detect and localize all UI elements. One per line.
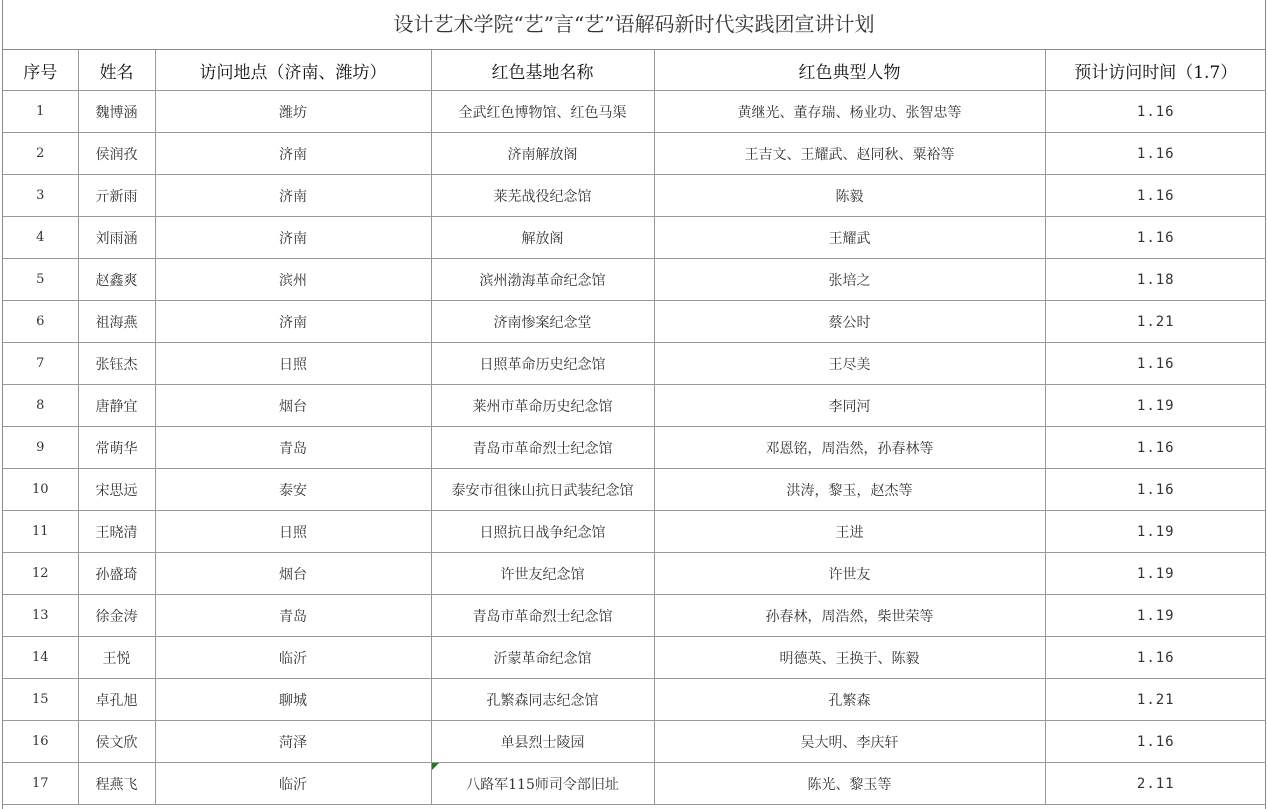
cell-location[interactable]: 青岛 <box>155 595 431 637</box>
table-row <box>3 469 1266 511</box>
cell-index[interactable]: 11 <box>3 511 78 553</box>
cell-figure[interactable]: 吴大明、李庆轩 <box>654 721 1045 763</box>
cell-time[interactable]: 1.19 <box>1045 511 1266 553</box>
table-row <box>3 763 1266 805</box>
cell-location[interactable]: 日照 <box>155 343 431 385</box>
cell-figure[interactable]: 蔡公时 <box>654 301 1045 343</box>
cell-name[interactable]: 孙盛琦 <box>78 553 155 595</box>
cell-name[interactable]: 张钰杰 <box>78 343 155 385</box>
cell-figure[interactable]: 李同河 <box>654 385 1045 427</box>
cell-figure[interactable]: 黄继光、董存瑞、杨业功、张智忠等 <box>654 91 1045 133</box>
cell-time[interactable]: 1.16 <box>1045 637 1266 679</box>
col-base-header[interactable]: 红色基地名称 <box>431 50 654 91</box>
cell-index[interactable]: 16 <box>3 721 78 763</box>
cell-name[interactable]: 程燕飞 <box>78 763 155 805</box>
cell-location[interactable]: 济南 <box>155 217 431 259</box>
cell-figure[interactable]: 邓恩铭，周浩然，孙春林等 <box>654 427 1045 469</box>
cell-time[interactable]: 1.21 <box>1045 679 1266 721</box>
table-row <box>3 679 1266 721</box>
table-row <box>3 175 1266 217</box>
cell-base[interactable]: 解放阁 <box>431 217 654 259</box>
cell-index[interactable]: 7 <box>3 343 78 385</box>
cell-name[interactable]: 亓新雨 <box>78 175 155 217</box>
cell-time[interactable]: 1.16 <box>1045 217 1266 259</box>
cell-figure[interactable]: 洪涛，黎玉，赵杰等 <box>654 469 1045 511</box>
cell-index[interactable]: 5 <box>3 259 78 301</box>
cell-time[interactable]: 1.16 <box>1045 469 1266 511</box>
table-row <box>3 301 1266 343</box>
col-location-header[interactable]: 访问地点（济南、潍坊） <box>155 50 431 91</box>
cell-figure[interactable]: 陈光、黎玉等 <box>654 763 1045 805</box>
table-row <box>3 595 1266 637</box>
cell-location[interactable]: 烟台 <box>155 553 431 595</box>
cell-figure[interactable]: 许世友 <box>654 553 1045 595</box>
cell-location[interactable]: 菏泽 <box>155 721 431 763</box>
cell-index[interactable]: 10 <box>3 469 78 511</box>
cell-base[interactable]: 孔繁森同志纪念馆 <box>431 679 654 721</box>
cell-name[interactable]: 赵鑫爽 <box>78 259 155 301</box>
cell-time[interactable]: 1.21 <box>1045 301 1266 343</box>
cell-location[interactable]: 日照 <box>155 511 431 553</box>
cell-name[interactable]: 侯文欣 <box>78 721 155 763</box>
cell-index[interactable]: 6 <box>3 301 78 343</box>
col-time-header[interactable]: 预计访问时间（1.7） <box>1045 50 1266 91</box>
cell-time[interactable]: 1.16 <box>1045 175 1266 217</box>
cell-base[interactable]: 莱州市革命历史纪念馆 <box>431 385 654 427</box>
sheet-title[interactable]: 设计艺术学院“艺”言“艺”语解码新时代实践团宣讲计划 <box>3 0 1265 50</box>
cell-base-with-comment-marker[interactable]: 八路军115师司令部旧址 <box>431 763 654 805</box>
cell-index[interactable]: 8 <box>3 385 78 427</box>
cell-base[interactable]: 滨州渤海革命纪念馆 <box>431 259 654 301</box>
cell-time[interactable]: 1.16 <box>1045 343 1266 385</box>
cell-time[interactable]: 1.19 <box>1045 595 1266 637</box>
cell-name[interactable]: 侯润孜 <box>78 133 155 175</box>
table-row <box>3 721 1266 763</box>
cell-location[interactable]: 临沂 <box>155 637 431 679</box>
cell-location[interactable]: 济南 <box>155 133 431 175</box>
cell-index[interactable]: 3 <box>3 175 78 217</box>
table-row <box>3 217 1266 259</box>
table-row <box>3 91 1266 133</box>
cell-time[interactable]: 1.18 <box>1045 259 1266 301</box>
cell-index[interactable]: 2 <box>3 133 78 175</box>
cell-index[interactable]: 1 <box>3 91 78 133</box>
cell-location[interactable]: 济南 <box>155 301 431 343</box>
cell-location[interactable]: 聊城 <box>155 679 431 721</box>
cell-location[interactable]: 济南 <box>155 175 431 217</box>
cell-base[interactable]: 青岛市革命烈士纪念馆 <box>431 595 654 637</box>
table-row <box>3 385 1266 427</box>
cell-index[interactable]: 13 <box>3 595 78 637</box>
cell-name[interactable]: 常萌华 <box>78 427 155 469</box>
cell-base[interactable]: 单县烈士陵园 <box>431 721 654 763</box>
table-row <box>3 259 1266 301</box>
col-figure-header[interactable]: 红色典型人物 <box>654 50 1045 91</box>
cell-time[interactable]: 1.16 <box>1045 133 1266 175</box>
cell-figure[interactable]: 王进 <box>654 511 1045 553</box>
plan-table <box>3 50 1266 805</box>
cell-figure[interactable]: 明德英、王换于、陈毅 <box>654 637 1045 679</box>
cell-index[interactable]: 14 <box>3 637 78 679</box>
cell-base[interactable]: 青岛市革命烈士纪念馆 <box>431 427 654 469</box>
cell-base[interactable]: 济南惨案纪念堂 <box>431 301 654 343</box>
table-body <box>3 91 1266 805</box>
cell-name[interactable]: 徐金涛 <box>78 595 155 637</box>
cell-base[interactable]: 济南解放阁 <box>431 133 654 175</box>
cell-figure[interactable]: 孔繁森 <box>654 679 1045 721</box>
cell-base[interactable]: 全武红色博物馆、红色马渠 <box>431 91 654 133</box>
table-row <box>3 553 1266 595</box>
cell-location[interactable]: 临沂 <box>155 763 431 805</box>
cell-figure[interactable]: 陈毅 <box>654 175 1045 217</box>
col-name-header[interactable]: 姓名 <box>78 50 155 91</box>
cell-base[interactable]: 日照抗日战争纪念馆 <box>431 511 654 553</box>
cell-time[interactable]: 1.16 <box>1045 427 1266 469</box>
table-row <box>3 133 1266 175</box>
cell-location[interactable]: 滨州 <box>155 259 431 301</box>
cell-figure[interactable]: 王尽美 <box>654 343 1045 385</box>
table-row <box>3 637 1266 679</box>
cell-base[interactable]: 泰安市徂徕山抗日武装纪念馆 <box>431 469 654 511</box>
cell-location[interactable]: 泰安 <box>155 469 431 511</box>
cell-name[interactable]: 魏博涵 <box>78 91 155 133</box>
cell-name[interactable]: 唐静宜 <box>78 385 155 427</box>
cell-base[interactable]: 日照革命历史纪念馆 <box>431 343 654 385</box>
spreadsheet <box>2 0 1266 809</box>
cell-time[interactable]: 1.19 <box>1045 553 1266 595</box>
cell-name[interactable]: 刘雨涵 <box>78 217 155 259</box>
cell-base[interactable]: 沂蒙革命纪念馆 <box>431 637 654 679</box>
cell-time[interactable]: 1.16 <box>1045 721 1266 763</box>
table-row <box>3 511 1266 553</box>
cell-figure[interactable]: 王耀武 <box>654 217 1045 259</box>
cell-name[interactable]: 宋思远 <box>78 469 155 511</box>
cell-index[interactable]: 15 <box>3 679 78 721</box>
cell-time[interactable]: 1.16 <box>1045 91 1266 133</box>
cell-name[interactable]: 王悦 <box>78 637 155 679</box>
cell-base[interactable]: 许世友纪念馆 <box>431 553 654 595</box>
cell-index[interactable]: 4 <box>3 217 78 259</box>
col-index-header[interactable]: 序号 <box>3 50 78 91</box>
cell-name[interactable]: 卓孔旭 <box>78 679 155 721</box>
table-row <box>3 343 1266 385</box>
cell-index[interactable]: 12 <box>3 553 78 595</box>
table-row <box>3 427 1266 469</box>
cell-figure[interactable]: 张培之 <box>654 259 1045 301</box>
cell-name[interactable]: 祖海燕 <box>78 301 155 343</box>
cell-time[interactable]: 1.19 <box>1045 385 1266 427</box>
cell-name[interactable]: 王晓清 <box>78 511 155 553</box>
cell-figure[interactable]: 王吉文、王耀武、赵同秋、粟裕等 <box>654 133 1045 175</box>
cell-time[interactable]: 2.11 <box>1045 763 1266 805</box>
cell-index[interactable]: 17 <box>3 763 78 805</box>
cell-location[interactable]: 潍坊 <box>155 91 431 133</box>
cell-location[interactable]: 烟台 <box>155 385 431 427</box>
header-row <box>3 50 1266 91</box>
cell-figure[interactable]: 孙春林，周浩然，柴世荣等 <box>654 595 1045 637</box>
cell-base[interactable]: 莱芜战役纪念馆 <box>431 175 654 217</box>
cell-index[interactable]: 9 <box>3 427 78 469</box>
cell-location[interactable]: 青岛 <box>155 427 431 469</box>
